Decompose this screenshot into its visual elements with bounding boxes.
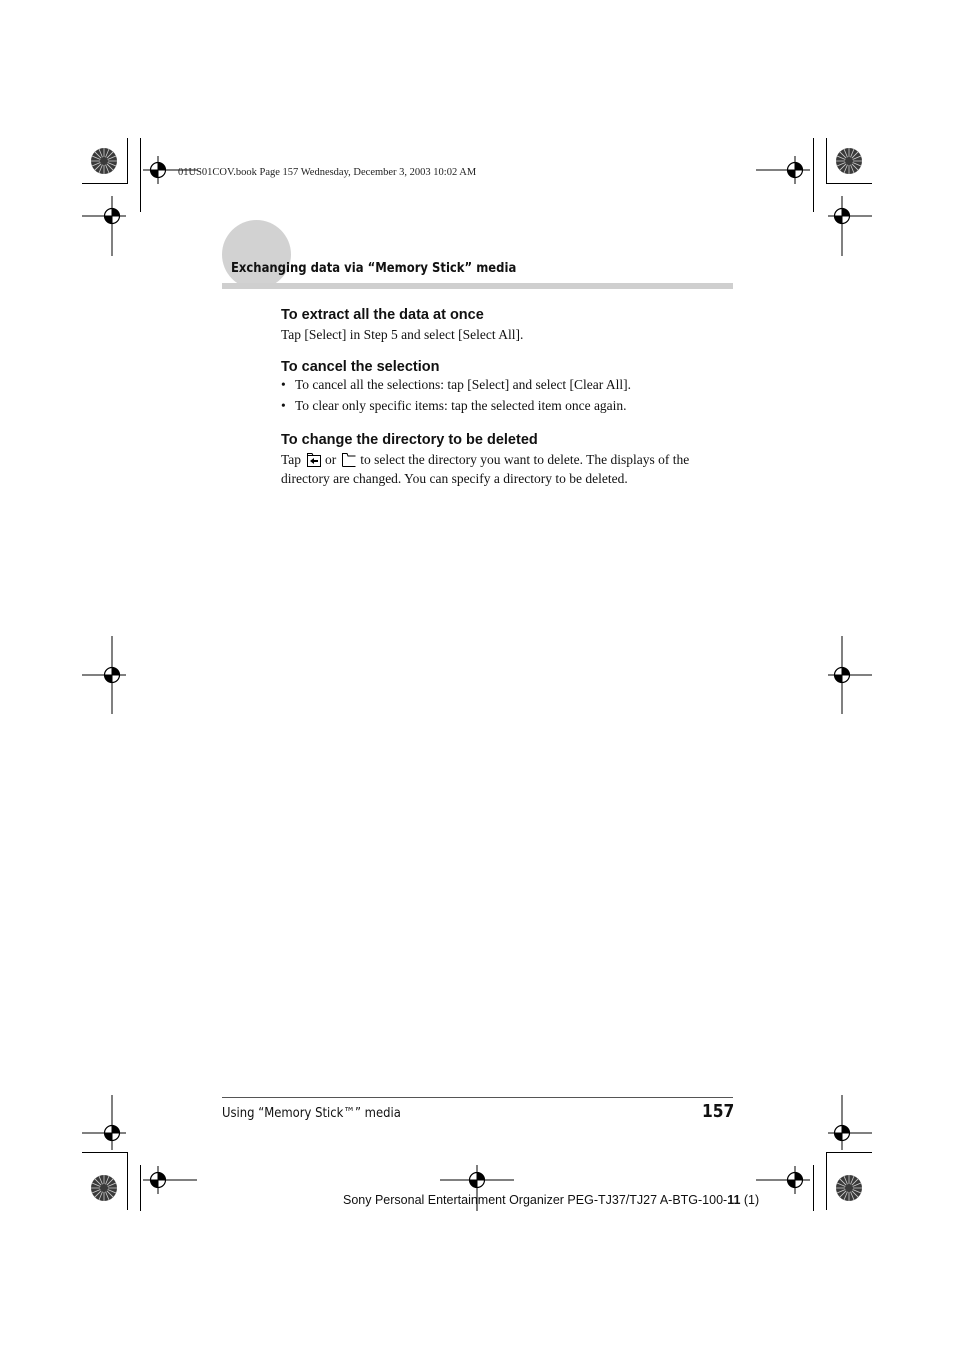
text-tap: Tap	[281, 452, 302, 467]
section-header-bar	[222, 283, 733, 289]
starburst-mark	[836, 148, 862, 174]
bullet-dot: •	[281, 377, 286, 392]
bullet-dot: •	[281, 398, 286, 413]
imprint-line	[343, 1193, 759, 1207]
imprint-text: Sony Personal Entertainment Organizer PEG-TJ37/TJ27 A-BTG-100-	[343, 1193, 728, 1207]
text-select-directory: to select the directory you want to delete. The displays of the	[360, 452, 690, 467]
section-header: Exchanging data via “Memory Stick” media	[231, 260, 517, 276]
folder-icon	[342, 453, 356, 467]
text-change-directory-line1	[281, 450, 689, 469]
starburst-mark	[91, 1175, 117, 1201]
bullet-item	[281, 377, 631, 393]
starburst-mark	[91, 148, 117, 174]
page-number: 157	[702, 1101, 735, 1122]
folder-up-icon	[307, 453, 321, 467]
section-tab-circle	[222, 220, 291, 289]
text-change-directory-line2: directory are changed. You can specify a directory to be deleted.	[281, 471, 628, 486]
starburst-mark	[836, 1175, 862, 1201]
text-extract-all: Tap [Select] in Step 5 and select [Select All].	[281, 327, 524, 342]
bullet-text: To clear only specific items: tap the selected item once again.	[295, 398, 627, 413]
heading-extract-all: To extract all the data at once	[281, 307, 484, 323]
imprint-suffix: (1)	[740, 1193, 760, 1207]
footer-chapter: Using “Memory Stick™” media	[222, 1105, 401, 1121]
heading-cancel-selection: To cancel the selection	[281, 359, 440, 375]
imprint-bold: 11	[727, 1193, 741, 1207]
text-or: or	[325, 452, 337, 467]
bullet-text: To cancel all the selections: tap [Select] and select [Clear All].	[295, 377, 632, 392]
book-info-line: 01US01COV.book Page 157 Wednesday, December 3, 2003 10:02 AM	[178, 167, 477, 178]
footer-rule	[222, 1097, 733, 1098]
heading-change-directory: To change the directory to be deleted	[281, 432, 538, 448]
bullet-item	[281, 398, 627, 414]
